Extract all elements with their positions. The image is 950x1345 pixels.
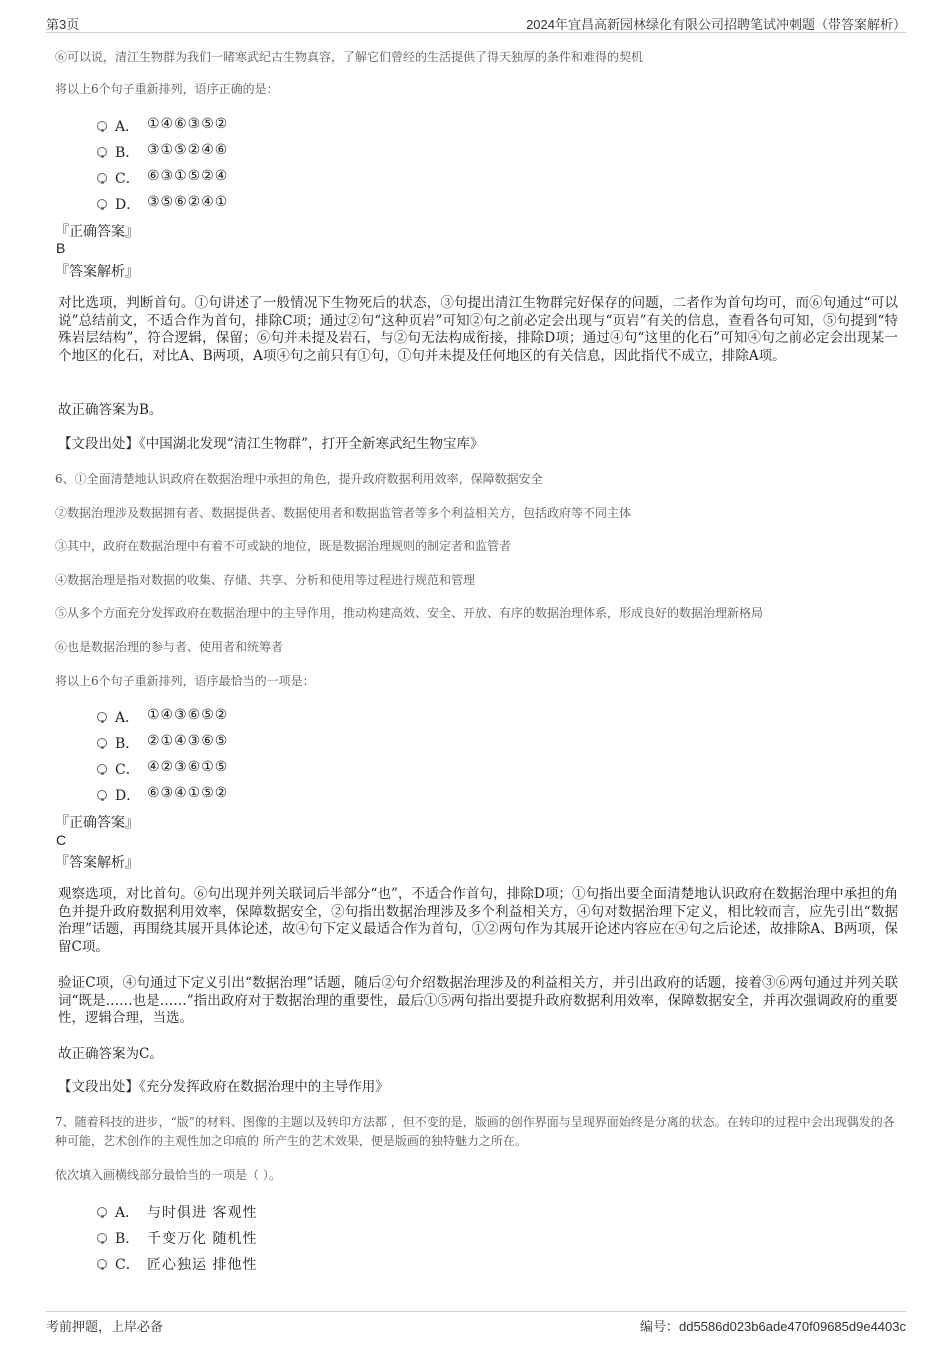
radio-icon[interactable] xyxy=(97,121,107,131)
radio-icon[interactable] xyxy=(97,147,107,157)
radio-icon[interactable] xyxy=(97,790,107,800)
q6-answer-label: 『正确答案』 xyxy=(55,815,139,831)
q6-prompt: 将以上6个句子重新排列，语序最恰当的一项是： xyxy=(55,674,315,688)
q6-answer: C xyxy=(56,832,67,848)
radio-icon[interactable] xyxy=(97,1233,107,1243)
q6-statement-5: ⑤从多个方面充分发挥政府在数据治理中的主导作用，推动构建高效、安全、开放、有序的数据治理体系，形成良好的数据治理新格局 xyxy=(55,606,764,620)
radio-icon[interactable] xyxy=(97,712,107,722)
q5-statement-6: ⑥可以说，清江生物群为我们一睹寒武纪古生物真容，了解它们曾经的生活提供了得天独厚的条件和难得的契机 xyxy=(55,50,644,64)
document-id: 编号：dd5586d023b6ade470f09685d9e4403c xyxy=(639,1319,906,1334)
q6-source: 【文段出处】《充分发挥政府在数据治理中的主导作用》 xyxy=(58,1079,389,1095)
q6-analysis-p1: 观察选项，对比首句。⑥句出现并列关联词后半部分“也”，不适合作首句，排除D项；①句指出要全面清楚地认识政府在数据治理中承担的角色并提升政府数据利用效率，保障数据安全，②句指出数据治理涉及多个利益相关方，④句对数据治理下定义，相比较而言，应先引出“数据治理”话题，再围绕其展开具体论述，故④句下定义最适合作为首句，①②两句作为其展开论述内容应在④句之后论述，故排除A、B两项，保留C项。 xyxy=(58,886,898,955)
radio-icon[interactable] xyxy=(97,1259,107,1269)
q5-prompt: 将以上6个句子重新排列，语序正确的是： xyxy=(55,82,279,96)
q6-analysis-p2: 验证C项，④句通过下定义引出“数据治理”话题，随后②句介绍数据治理涉及的利益相关方，并引出政府的话题，接着③⑥两句通过并列关联词“既是……也是……”指出政府对于数据治理的重要性，最后①⑤两句指出要提升政府数据利用效率，保障数据安全，并再次强调政府的重要性，逻辑合理，当选。 xyxy=(58,975,898,1026)
q7-prompt: 依次填入画横线部分最恰当的一项是（ ）。 xyxy=(55,1168,281,1182)
document-title: 2024年宜昌高新园林绿化有限公司招聘笔试冲刺题（带答案解析） xyxy=(526,17,906,32)
q6-statement-6: ⑥也是数据治理的参与者、使用者和统筹者 xyxy=(55,640,284,654)
page-header xyxy=(46,12,906,33)
q5-conclusion: 故正确答案为B。 xyxy=(58,402,163,418)
page-number: 第3页 xyxy=(46,17,80,32)
q5-analysis: 对比选项，判断首句。①句讲述了一般情况下生物死后的状态，③句提出清江生物群完好保存的问题，二者作为首句均可，而⑥句通过“可以说”总结前文，不适合作为首句，排除C项；通过②句“这种页岩”可知②句之前必定会出现与“页岩”有关的信息，查看各句可知，⑤句提到“特殊岩层结构”，符合逻辑，保留；⑥句并未提及岩石，与②句无法构成衔接，排除D项；通过④句“这里的化石”可知④句之前必定会出现某一个地区的化石，对比A、B两项，A项④句之前只有①句，①句并未提及任何地区的有关信息，因此指代不成立，排除A项。 xyxy=(58,295,898,364)
q6-analysis-label: 『答案解析』 xyxy=(55,855,139,871)
q5-source: 【文段出处】《中国湖北发现“清江生物群”，打开全新寒武纪生物宝库》 xyxy=(58,436,484,452)
q6-statement-4: ④数据治理是指对数据的收集、存储、共享、分析和使用等过程进行规范和管理 xyxy=(55,573,476,587)
footer-slogan: 考前押题，上岸必备 xyxy=(46,1319,164,1334)
radio-icon[interactable] xyxy=(97,764,107,774)
q7-stem: 7、随着科技的进步，“版”的材料、图像的主题以及转印方法都 ，但不变的是，版画的创作界面与呈现界面始终是分离的状态。在转印的过程中会出现偶发的各种可能，艺术创作的主观性加之印痕的 所产生的艺术效果，便是版画的独特魅力之所在。 xyxy=(55,1115,895,1148)
radio-icon[interactable] xyxy=(97,738,107,748)
radio-icon[interactable] xyxy=(97,1207,107,1217)
q5-analysis-label: 『答案解析』 xyxy=(55,264,139,280)
page-footer xyxy=(46,1311,906,1336)
radio-icon[interactable] xyxy=(97,173,107,183)
q5-answer: B xyxy=(56,240,66,256)
q6-statement-3: ③其中，政府在数据治理中有着不可或缺的地位，既是数据治理规则的制定者和监管者 xyxy=(55,539,512,553)
radio-icon[interactable] xyxy=(97,199,107,209)
q6-statement-1: 6、①全面清楚地认识政府在数据治理中承担的角色，提升政府数据利用效率，保障数据安全 xyxy=(55,472,543,486)
q5-answer-label: 『正确答案』 xyxy=(55,224,139,240)
q6-statement-2: ②数据治理涉及数据拥有者、数据提供者、数据使用者和数据监管者等多个利益相关方，包括政府等不同主体 xyxy=(55,506,632,520)
q6-conclusion: 故正确答案为C。 xyxy=(58,1046,163,1062)
